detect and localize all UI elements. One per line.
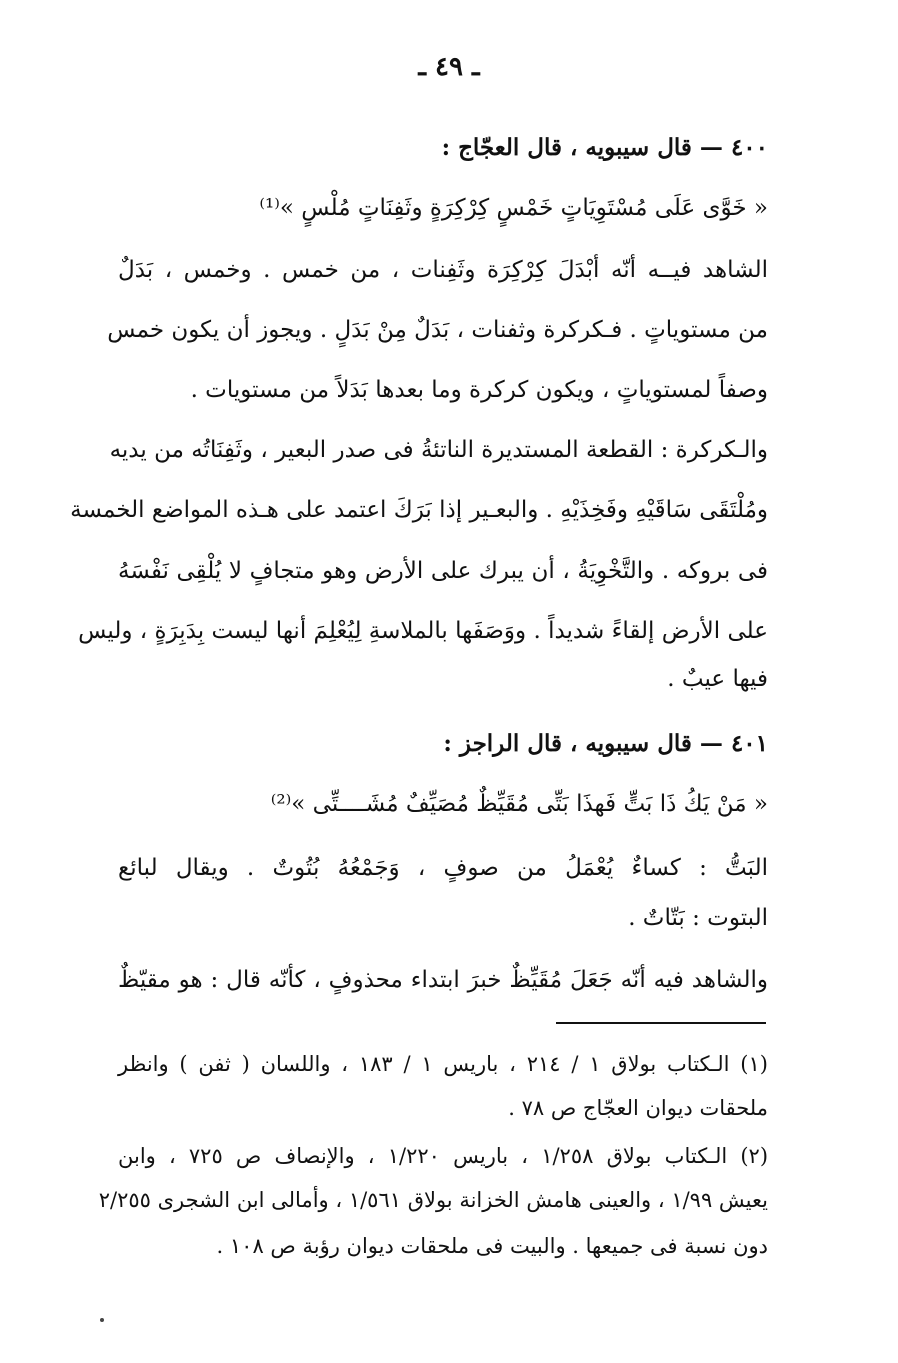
entry-400-line: وصفاً لمستوياتٍ ، ويكون كركرة وما بعدها بَدَلاً من مستويات . <box>190 377 768 403</box>
footnote-1-line: (١) الـكتاب بولاق ١ / ٢١٤ ، باريس ١ / ١٨٣ ، واللسان ( ثفن ) وانظر <box>118 1052 768 1076</box>
entry-401-line: البتوت : بَتّاتٌ . <box>628 905 768 931</box>
footnote-1-line: ملحقات ديوان العجّاج ص ٧٨ . <box>508 1096 768 1120</box>
entry-400-heading: ٤٠٠ — قال سيبويه ، قال العجّاج : <box>441 134 768 161</box>
entry-400-line: فى بروكه . والتَّخْوِيَةُ ، أن يبرك على الأرض وهو متجافٍ لا يُلْقِى نَفْسَهُ <box>118 558 768 584</box>
entry-401-heading: ٤٠١ — قال سيبويه ، قال الراجز : <box>443 730 768 757</box>
entry-400-line: من مستوياتٍ . فـكركرة وثفنات ، بَدَلٌ مِنْ بَدَلٍ . ويجوز أن يكون خمس <box>107 317 768 343</box>
entry-401-line: والشاهد فيه أنّه جَعَلَ مُقَيِّظٌ خبرَ ابتداء محذوفٍ ، كأنّه قال : هو مقيّظٌ <box>118 967 768 993</box>
footnote-2-line: (٢) الـكتاب بولاق ١/٢٥٨ ، باريس ١/٢٢٠ ، والإنصاف ص ٧٢٥ ، وابن <box>118 1144 769 1168</box>
entry-400-line: على الأرض إلقاءً شديداً . ووَصَفَها بالملاسةِ لِيُعْلِمَ أنها ليست بِدَبِرَةٍ ، وليس <box>78 618 768 644</box>
footnote-2-line: دون نسبة فى جميعها . والبيت فى ملحقات ديوان رؤبة ص ١٠٨ . <box>216 1234 768 1258</box>
entry-401-line: البَتُّ : كساءٌ يُعْمَلُ من صوفٍ ، وَجَمْعُهُ بُتُوتٌ . ويقال لبائع <box>118 855 768 881</box>
footnote-separator <box>556 1022 766 1024</box>
entry-400-line: الشاهد فيــه أنّه أبْدَلَ كِرْكِرَة وثَفِنات ، من خمس . وخمس ، بَدَلٌ <box>118 257 768 283</box>
entry-400-line: فيها عيبٌ . <box>667 666 768 692</box>
scan-speck <box>100 1318 104 1322</box>
entry-400-verse: « خَوَّى عَلَى مُسْتَوِيَاتٍ خَمْسٍ كِرْكِرَةٍ وثَفِنَاتٍ مُلْسٍ »⁽¹⁾ <box>259 195 768 221</box>
entry-401-verse: « مَنْ يَكُ ذَا بَتٍّ فَهذَا بَتِّى مُقَيِّظٌ مُصَيِّفٌ مُشَــــتِّى »⁽²⁾ <box>270 791 768 817</box>
footnote-2-line: يعيش ١/٩٩ ، والعينى هامش الخزانة بولاق ١/٥٦١ ، وأمالى ابن الشجرى ٢/٢٥٥ <box>98 1188 768 1212</box>
entry-400-line: ومُلْتَقَى سَاقَيْهِ وفَخِذَيْهِ . والبعـير إذا بَرَكَ اعتمد على هـذه المواضع الخمسة <box>70 497 768 523</box>
entry-400-line: والـكركرة : القطعة المستديرة الناتئةُ فى صدر البعير ، وثَفِنَاتُه من يديه <box>109 437 768 463</box>
page-number: ـ ٤٩ ـ <box>418 52 480 82</box>
